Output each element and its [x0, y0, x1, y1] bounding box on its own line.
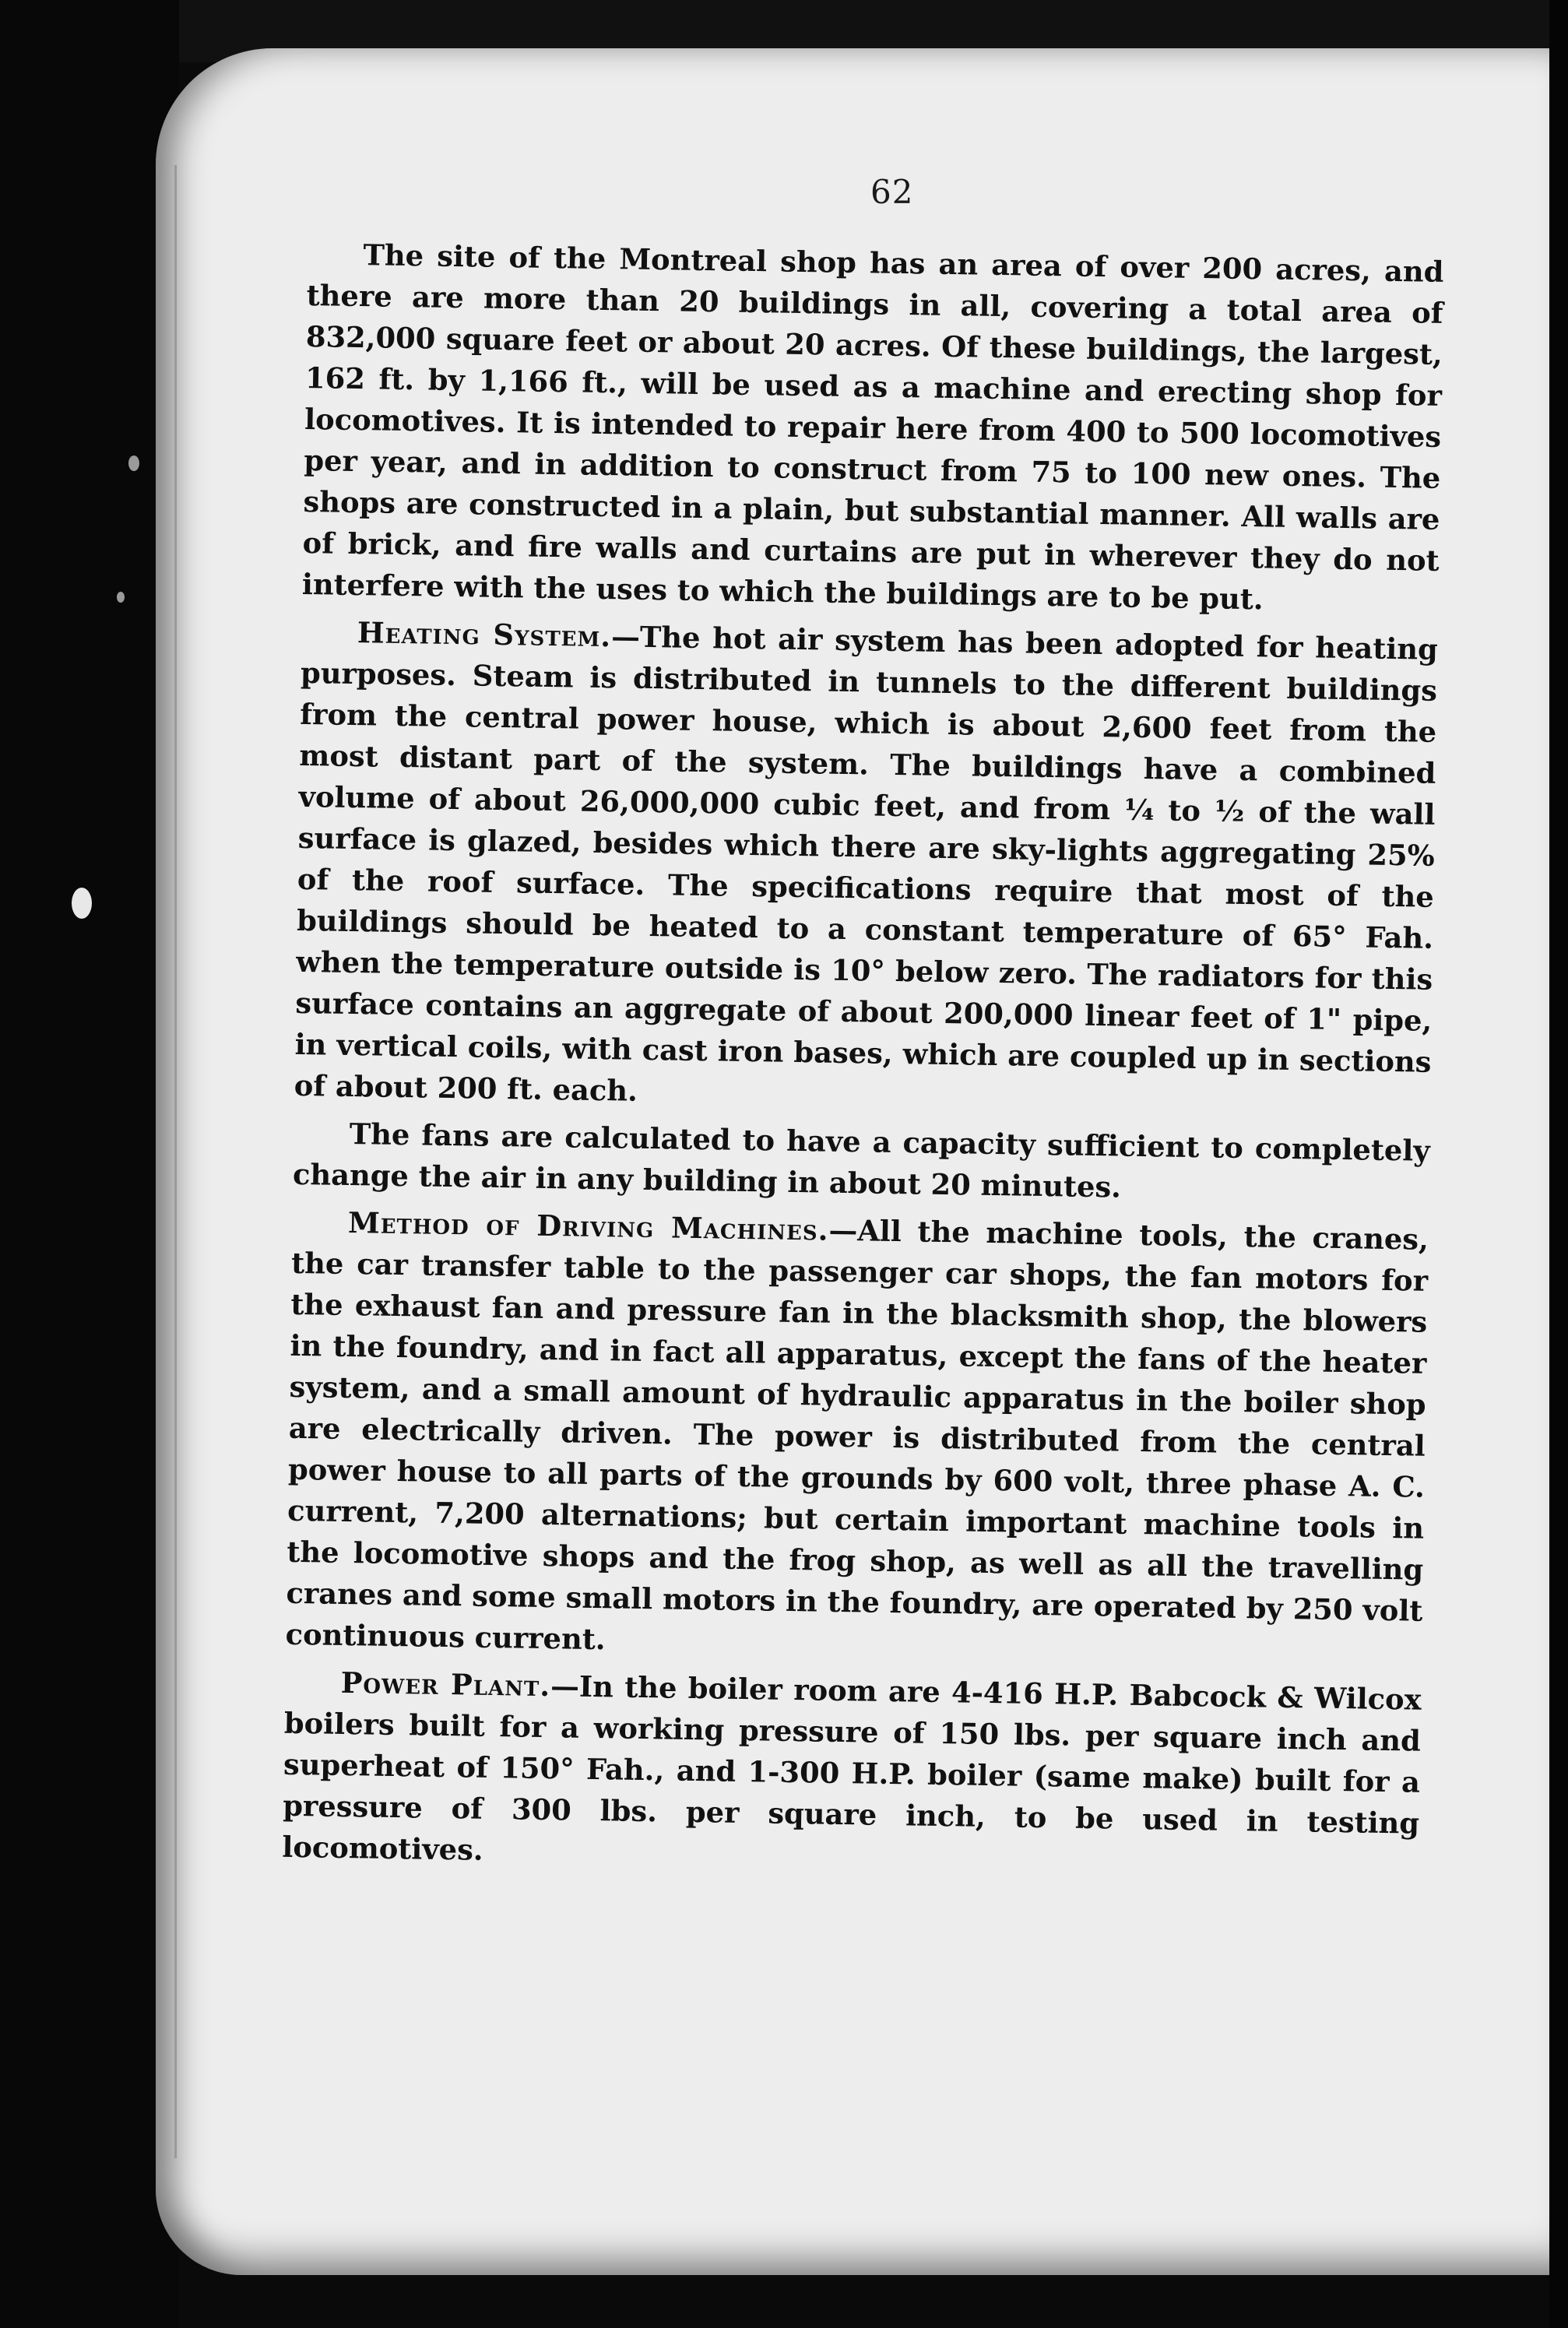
- paragraph-text: —The hot air system has been adopted for heating purposes. Steam is distributed in tunnels to the different buildings from the central power house, which is about 2,600 feet from the most distant part of the system. The buildings have a combined volume of about 26,000,000 cubic feet, and from ¼ to ½ of the wall surface is glazed, besides which there are sky-lights aggregating 25% of the roof surface. The specifications require that most of the buildings should be heated to a constant temperature of 65° Fah. when the temperature outside is 10° below zero. The radiators for this surface contains an aggregate of about 200,000 linear feet of 1" pipe, in vertical coils, with cast iron bases, which are coupled up in sections of about 200 ft. each.: [294, 619, 1439, 1108]
- paragraph-driving-machines: [285, 1201, 1429, 1673]
- paragraph-site: [302, 234, 1444, 623]
- film-border-right: [1549, 0, 1568, 2328]
- paragraph-text: —In the boiler room are 4-416 H.P. Babcock & Wilcox boilers built for a working pressure of 150 lbs. per square inch and superheat of 150° Fah., and 1-300 H.P. boiler (same make) built for a pressure of 300 lbs. per square inch, to be used in testing locomotives.: [282, 1669, 1422, 1867]
- film-speck: [128, 455, 139, 471]
- section-heading: Heating System.: [357, 615, 612, 654]
- paragraph-power-plant: [282, 1662, 1422, 1886]
- paragraph-text: The fans are calculated to have a capacity sufficient to completely change the air in any building in about 20 minutes.: [292, 1116, 1431, 1204]
- section-heading: Power Plant.: [340, 1665, 551, 1704]
- film-speck: [72, 888, 92, 919]
- section-heading: Method of Driving Machines.: [347, 1204, 829, 1247]
- page-number: 62: [870, 173, 914, 211]
- page-edge-line: [174, 165, 177, 2158]
- film-border-left: [0, 0, 179, 2328]
- paragraph-text: —All the machine tools, the cranes, the car transfer table to the passenger car shops, the fan motors for the exhaust fan and pressure fan in the blacksmith shop, the blowers in the foundry, and in fact all apparatus, except the fans of the heater system, and a small amount of hydraulic apparatus in the boiler shop are electrically driven. The power is distributed from the central power house to all parts of the grounds by 600 volt, three phase A. C. current, 7,200 alternations; but certain important machine tools in the locomotive shops and the frog shop, as well as all the travelling cranes and some small motors in the foundry, are operated by 250 volt continuous current.: [285, 1212, 1429, 1657]
- film-speck: [117, 592, 125, 603]
- paragraph-fans: [293, 1113, 1430, 1213]
- paragraph-heating-system: [294, 611, 1438, 1124]
- paragraph-text: The site of the Montreal shop has an area of over 200 acres, and there are more than 20 buildings in all, covering a total area of 832,000 square feet or about 20 acres. Of these buildings, the largest, 162 ft. by 1,166 ft., will be used as a machine and erecting shop for locomotives. It is intended to repair here from 400 to 500 locomotives per year, and in addition to construct from 75 to 100 new ones. The shops are constructed in a plain, but substantial manner. All walls are of brick, and fire walls and curtains are put in wherever they do not interfere with the uses to which the buildings are to be put.: [301, 237, 1444, 617]
- page-body: [282, 234, 1444, 1892]
